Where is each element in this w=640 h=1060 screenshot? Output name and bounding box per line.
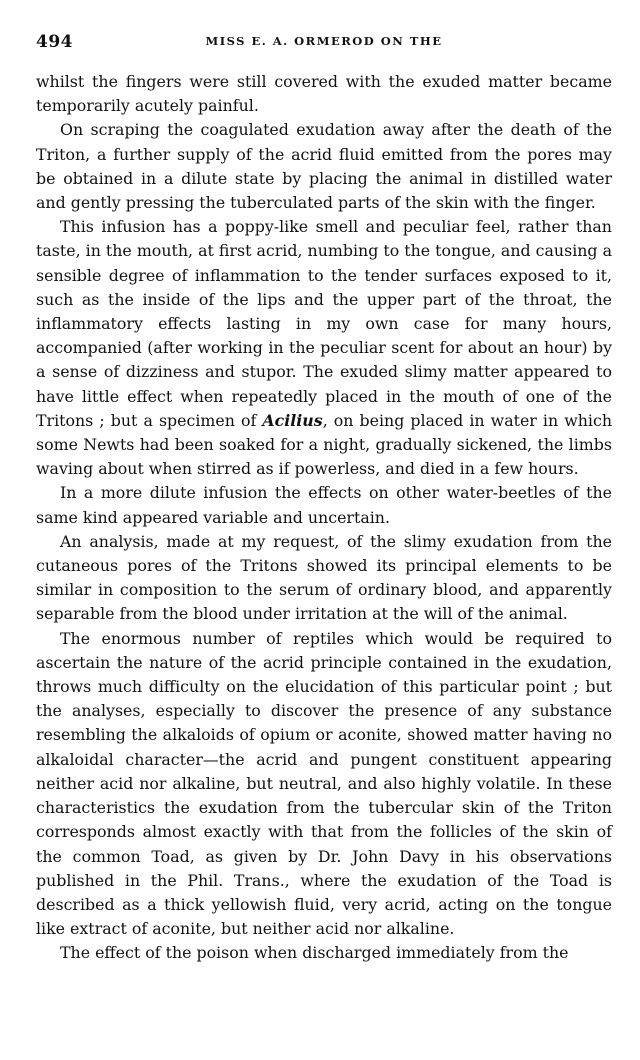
page-header (36, 32, 612, 52)
paragraph-5: An analysis, made at my request, of the slimy exudation from the cutaneous pores of the Tritons showed its principal elements to be similar in composition to the serum of ordinary blood, and apparently separable from the blood under irritation at the will of the animal. (36, 531, 612, 624)
paragraph-3-text: This infusion has a poppy-like smell and peculiar feel, rather than taste, in the mouth, at first acrid, numbing to the tongue, and causing a sensible degree of inflammation to the tender surfaces exposed to it, such as the inside of the lips and the upper part of the throat, the inflammatory effects lasting in my own case for many hours, accompanied (after working in the peculiar scent for about an hour) by a sense of dizziness and stupor. The exuded slimy matter appeared to have little effect when repeatedly placed in the mouth of one of the Tritons ; but a specimen of (36, 217, 612, 430)
paragraph-2: On scraping the coagulated exudation away after the death of the Triton, a further supply of the acrid fluid emitted from the pores may be obtained in a dilute state by placing the animal in distilled water and gently pressing the tuberculated parts of the skin with the finger. (36, 120, 612, 213)
paragraph-4: In a more dilute infusion the effects on other water-beetles of the same kind appeared variable and uncertain. (36, 483, 612, 527)
running-head: MISS E. A. ORMEROD ON THE (205, 34, 443, 48)
paragraph-1: whilst the fingers were still covered with the exuded matter became temporarily acutely painful. (36, 72, 612, 116)
paragraph-6: The enormous number of reptiles which would be required to ascertain the nature of the acrid principle contained in the exudation, throws much difficulty on the elucidation of this particular point ; but the analyses, especially to discover the presence of any substance resembling the alkaloids of opium or aconite, showed matter having no alkaloidal character—the acrid and pungent constituent appearing neither acid nor alkaline, but neutral, and also highly volatile. In these characteristics the exudation from the tubercular skin of the Triton corresponds almost exactly with that from the follicles of the skin of the common Toad, as given by Dr. John Davy in his observations published in the Phil. Trans., where the exudation of the Toad is described as a thick yellowish fluid, very acrid, acting on the tongue like extract of aconite, but neither acid nor alkaline. (36, 628, 612, 939)
body-text (36, 70, 612, 966)
genus-name: Acilius (262, 410, 323, 430)
paragraph-3-tail: , on being placed in water in which some Newts had been soaked for a night, gradually sickened, the limbs waving about when stirred as if powerless, and died in a few hours. (36, 410, 612, 479)
page-number: 494 (36, 32, 73, 52)
paragraph-3 (36, 215, 612, 481)
paragraph-7: The effect of the poison when discharged immediately from the (60, 943, 569, 963)
